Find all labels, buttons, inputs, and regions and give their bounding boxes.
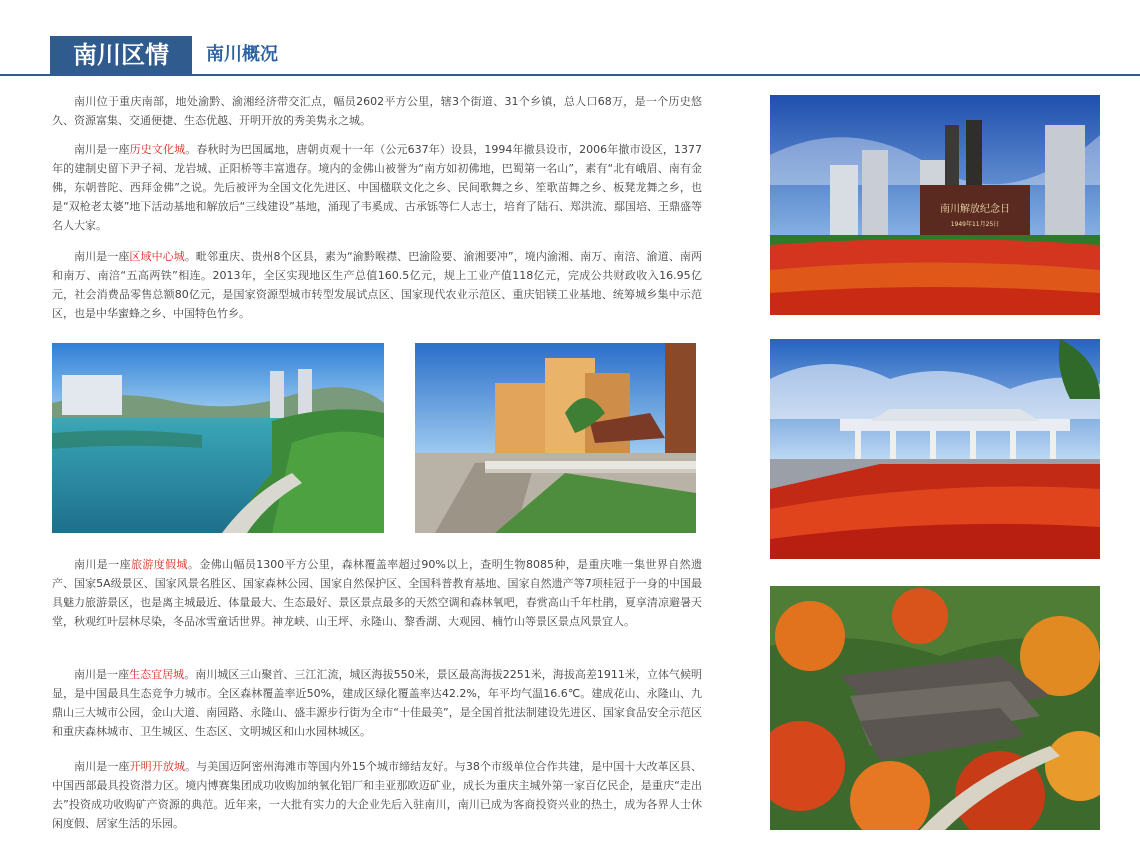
paragraph-lead: 南川是一座 bbox=[74, 668, 130, 681]
paragraph-text: 。南川城区三山聚首、三江汇流，城区海拔550米，景区最高海拔2251米，海拔高差1911米，立体气候明显，是中国最具生态竞争力城市。全区森林覆盖率近50%，建成区绿化覆盖率达42.2%，年平均气温16.6℃。建成花山、永隆山、九鼎山三大城市公园，金山大道、南园路、永隆山、盛丰源步行街为全市“十佳最美”，是全国首批法制建设先进区、国家食品安全示范区和重庆森林城市、卫生城区、生态区、文明城区和山水园林城区。 bbox=[52, 668, 703, 738]
paragraph-highlight: 旅游度假城 bbox=[130, 558, 188, 571]
ecology-paragraph bbox=[52, 665, 702, 741]
history-paragraph bbox=[52, 140, 702, 235]
paragraph-text: 。毗邻重庆、贵州8个区县，素为“渝黔喉襟、巴渝险要、渝湘要冲”，境内渝湘、南万、南涪、渝道、南两和南万、南涪“五高两铁”相连。2013年，全区实现地区生产总值160.5亿元，规上工业产值118亿元，完成公共财政收入16.95亿元，社会消费品零售总额80亿元，是国家资源型城市转型发展试点区、国家现代农业示范区、重庆铝镁工业基地、统筹城乡集中示范区，也是中华蜜蜂之乡、中国特色竹乡。 bbox=[52, 250, 702, 320]
monument-photo bbox=[770, 95, 1100, 315]
tourism-paragraph bbox=[52, 555, 702, 631]
region-paragraph bbox=[52, 247, 702, 323]
paragraph-lead: 南川是一座 bbox=[74, 760, 130, 773]
monument-sign-text: 南川解放纪念日 bbox=[940, 204, 1010, 215]
autumn-village-photo bbox=[770, 586, 1100, 830]
gate-flowers-photo bbox=[770, 339, 1100, 559]
header-divider bbox=[0, 74, 1140, 76]
pedestrian-street-photo bbox=[415, 343, 696, 533]
paragraph-text: 南川位于重庆南部，地处渝黔、渝湘经济带交汇点，幅员2602平方公里，辖3个街道、31个乡镇，总人口68万，是一个历史悠久、资源富集、交通便捷、生态优越、开明开放的秀美隽永之城。 bbox=[52, 95, 702, 127]
paragraph-text: 。与美国迈阿密州海滩市等国内外15个城市缔结友好。与38个市级单位合作共建，是中国十大改革区县、中国西部最具投资潜力区。境内博赛集团成功收购加纳氧化铝厂和圭亚那欧迈矿业，成长为重庆主城外第一家百亿民企，是重庆“走出去”投资成功收购矿产资源的典范。近年来，一大批有实力的大企业先后入驻南川，南川已成为客商投资兴业的热土，成为各界人士休闲度假、居家生活的乐园。 bbox=[52, 760, 702, 830]
section-subtitle: 南川概况 bbox=[206, 44, 278, 65]
intro-paragraph bbox=[52, 92, 702, 130]
monument-date-text: 1949年11月25日 bbox=[950, 221, 1000, 228]
page-header bbox=[0, 0, 1140, 76]
paragraph-lead: 南川是一座 bbox=[74, 558, 131, 571]
paragraph-text: 。金佛山幅员1300平方公里，森林覆盖率超过90%以上，查明生物8085种，是重庆唯一集世界自然遗产、国家5A级景区、国家风景名胜区、国家森林公园、国家自然保护区、全国科普教育基地、国家自然遗产等7项桂冠于一身的中国最具魅力旅游景区，也是离主城最近、体量最大、生态最好、景区景点最多的天然空调和森林氧吧，春赏高山千年杜鹃，夏享清凉避暑天堂，秋观红叶层林尽染，冬品冰雪童话世界。神龙峡、山王坪、永隆山、黎香湖、大观园、楠竹山等景区景点风景宜人。 bbox=[52, 558, 703, 628]
openness-paragraph bbox=[52, 757, 702, 833]
paragraph-text: 。春秋时为巴国属地，唐朝贞观十一年（公元637年）设县，1994年撤县设市，2006年撤市设区，1377年的建制史留下尹子祠、龙岩城、正阳桥等丰富遗存。境内的金佛山被誉为“南方如初佛地，巴蜀第一名山”，素有“北有峨眉、南有金佛，东朝普陀、西拜金佛”之说。先后被评为全国文化先进区、中国楹联文化之乡、民间歌舞之乡、笙歌苗舞之乡、板凳龙舞之乡，也是“双枪老太婆”地下活动基地和解放后“三线建设”基地，涌现了韦奚成、古承铄等仁人志士，培育了陆石、郑洪流、鄢国培、王鼎盛等名人大家。 bbox=[52, 143, 703, 232]
lake-city-photo bbox=[52, 343, 384, 533]
paragraph-highlight: 生态宜居城 bbox=[129, 668, 185, 681]
paragraph-lead: 南川是一座 bbox=[74, 143, 130, 156]
paragraph-highlight: 历史文化城 bbox=[129, 143, 186, 156]
paragraph-lead: 南川是一座 bbox=[74, 250, 130, 263]
section-title: 南川区情 bbox=[50, 36, 192, 74]
paragraph-highlight: 开明开放城 bbox=[129, 760, 186, 773]
paragraph-highlight: 区域中心城 bbox=[129, 250, 185, 263]
